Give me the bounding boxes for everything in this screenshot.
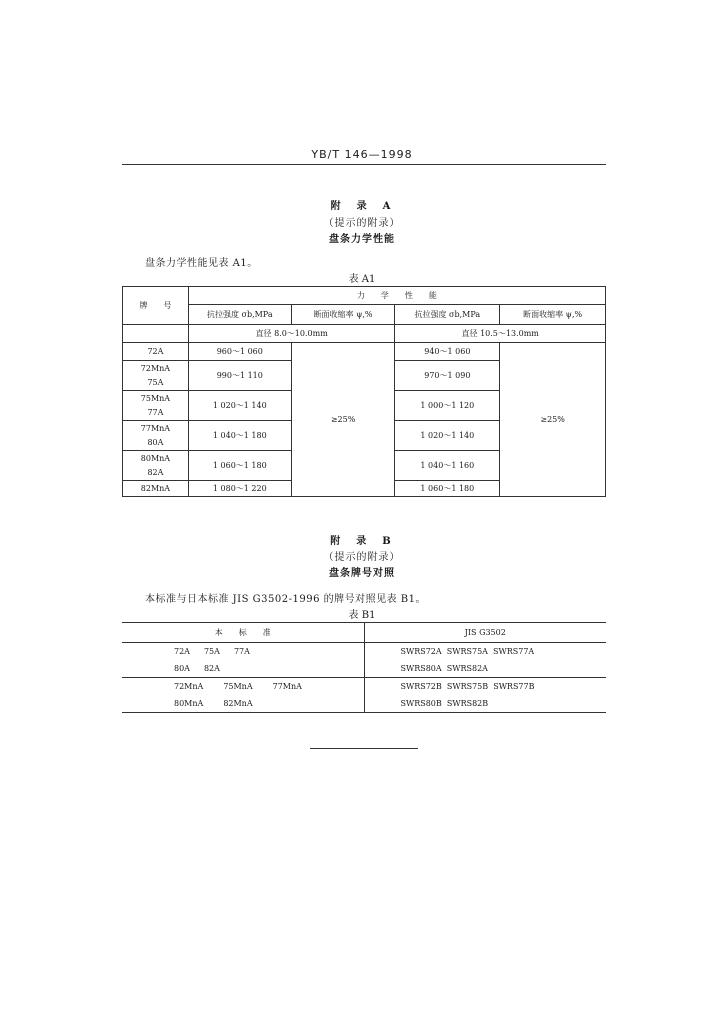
psi-1-cell: ≥25%	[291, 343, 395, 497]
tensile-2-cell: 970～1 090	[395, 361, 500, 391]
appendix-a-heading: 盘条力学性能	[329, 234, 395, 245]
grade-row: 80MnA 82MnA	[122, 695, 364, 713]
tensile-2-cell: 1 060～1 180	[395, 481, 500, 497]
appendix-a-intro: 盘条力学性能见表 A1。	[145, 258, 258, 269]
table-a1	[122, 286, 606, 497]
appendix-b-title: 附 录 B	[330, 536, 394, 547]
header-rule	[122, 164, 606, 165]
tensile-1-cell: 1 080～1 220	[188, 481, 291, 497]
diameter-range-1: 直径 8.0～10.0mm	[188, 325, 395, 343]
table-b1	[122, 622, 606, 713]
jis-grade-row: SWRS72A SWRS75A SWRS77A	[400, 647, 535, 656]
col-tensile-1: 抗拉强度 σb,MPa	[188, 305, 291, 325]
appendix-a-note: （提示的附录）	[323, 218, 401, 229]
grade-row: 72A 75A 77A	[122, 643, 364, 661]
tensile-1-cell: 1 040～1 180	[188, 421, 291, 451]
grade-cell: 72A	[123, 343, 189, 361]
table-b1-caption: 表 B1	[348, 610, 376, 621]
mechanical-header: 力 学 性 能	[188, 287, 605, 305]
col-tensile-2: 抗拉强度 σb,MPa	[395, 305, 500, 325]
tensile-2-cell: 1 000～1 120	[395, 391, 500, 421]
tensile-2-cell: 1 020～1 140	[395, 421, 500, 451]
header-right: JIS G3502	[364, 623, 606, 643]
tensile-1-cell: 1 020～1 140	[188, 391, 291, 421]
jis-grade-row: SWRS80A SWRS82A	[400, 664, 488, 673]
grade-row: 80A 82A	[122, 660, 364, 678]
diameter-range-2: 直径 10.5～13.0mm	[395, 325, 606, 343]
tensile-1-cell: 1 060～1 180	[188, 451, 291, 481]
table-a1-caption: 表 A1	[348, 274, 376, 285]
appendix-b-heading: 盘条牌号对照	[329, 568, 395, 579]
grade-cell: 82MnA	[123, 481, 189, 497]
col-psi-1: 断面收缩率 ψ,%	[291, 305, 395, 325]
footer-rule	[310, 748, 418, 749]
blank-cell	[123, 325, 189, 343]
tensile-2-cell: 1 040～1 160	[395, 451, 500, 481]
appendix-b-intro: 本标准与日本标准 JIS G3502-1996 的牌号对照见表 B1。	[145, 594, 427, 605]
tensile-2-cell: 940～1 060	[395, 343, 500, 361]
grade-cell: 75MnA 77A	[123, 391, 189, 421]
appendix-a-title: 附 录 A	[330, 201, 394, 212]
grade-header: 牌 号	[123, 287, 189, 325]
tensile-1-cell: 990～1 110	[188, 361, 291, 391]
standard-code: YB/T 146—1998	[311, 148, 413, 161]
appendix-b-note: （提示的附录）	[323, 552, 401, 563]
grade-cell: 77MnA 80A	[123, 421, 189, 451]
header-left: 本 标 准	[122, 623, 364, 643]
psi-2-cell: ≥25%	[500, 343, 606, 497]
grade-cell: 80MnA 82A	[123, 451, 189, 481]
tensile-1-cell: 960～1 060	[188, 343, 291, 361]
col-psi-2: 断面收缩率 ψ,%	[500, 305, 606, 325]
jis-grade-row: SWRS72B SWRS75B SWRS77B	[364, 678, 606, 696]
jis-grade-row: SWRS80B SWRS82B	[364, 695, 606, 713]
grade-cell: 72MnA 75A	[123, 361, 189, 391]
grade-row: 72MnA 75MnA 77MnA	[122, 678, 364, 696]
